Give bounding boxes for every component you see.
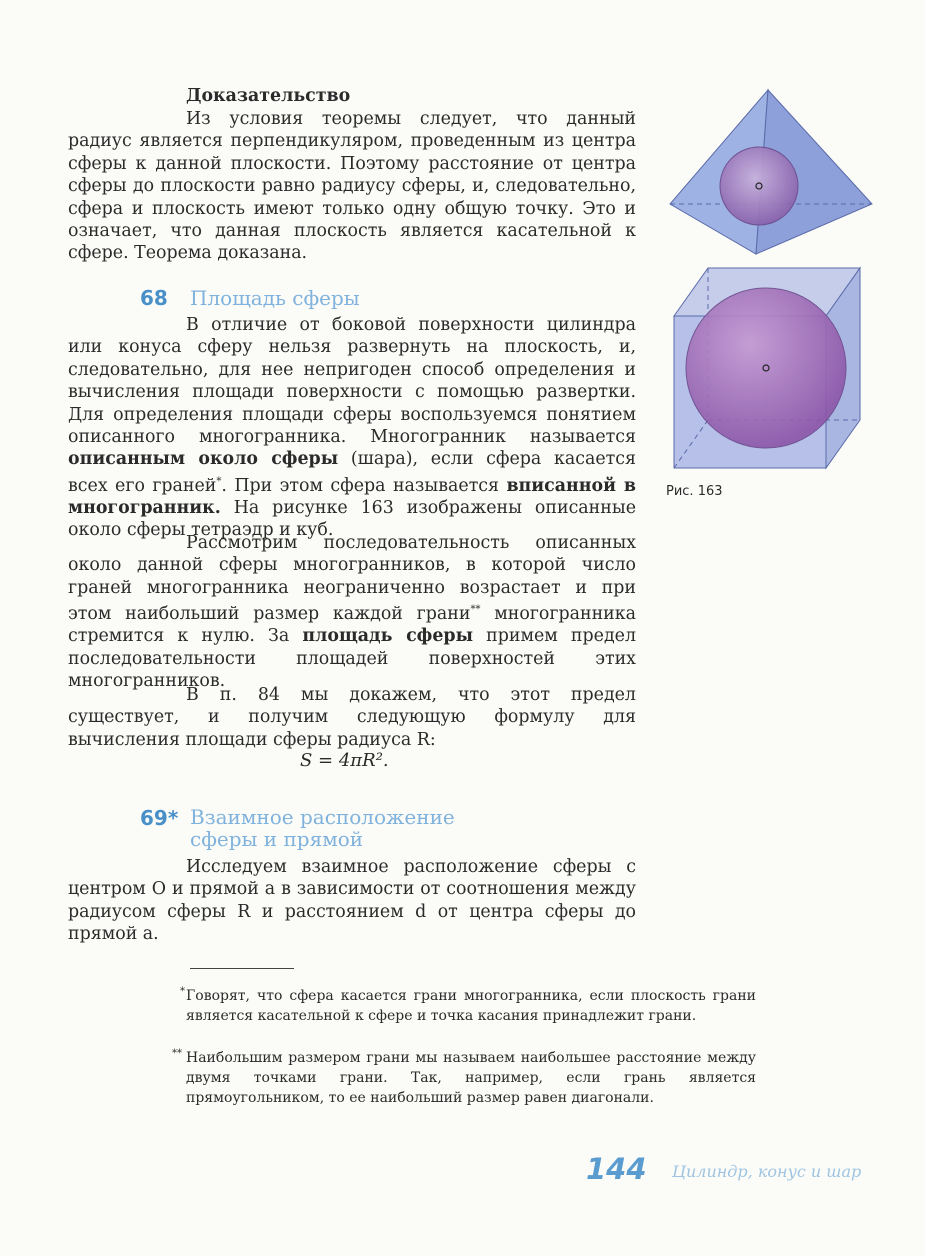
term-sphere-area: площадь сферы [302,626,474,647]
section-68-paragraph-2 [68,532,636,693]
footnote-2 [172,1048,756,1108]
section-69-paragraph-1 [68,856,636,946]
term-inscribed: вписанной в многогранник. [68,475,636,519]
cube-figure [664,262,864,474]
proof-paragraph [68,108,636,265]
section-69-title-line-2: сферы и прямой [190,827,364,851]
text-run: В отличие от боковой поверхности цилиндра или конуса сферу нельзя развернуть на плоскость, и, следовательно, для нее непригоден способ определения и вычисления площади поверхности с помощью развертки. Для определения площади сферы воспользуемся понятием описанного многогранника. Многогранник называется [68,315,636,448]
page-number: 144 [586,1152,647,1186]
footnote-text: Наибольшим размером грани мы называем наибольшее расстояние между двумя точками грани. Так, например, если грань является прямоугольником, то ее наибольший размер равен диагонали. [186,1050,756,1106]
footnote-mark: ** [172,1048,182,1059]
section-68-title: Площадь сферы [190,286,360,310]
running-title: Цилиндр, конус и шар [672,1162,862,1181]
footnote-mark: * [180,986,185,997]
section-69-number: 69* [140,806,179,830]
sphere-area-formula: S = 4πR². [300,750,389,771]
text-run: На рисунке 163 изображены описанные около сферы тетраэдр и куб. [68,498,636,541]
footnote-ref-1: * [216,475,222,487]
text-run: Рассмотрим последовательность описанных около данной сферы многогранников, в которой число граней многогранника неограниченно возрастает и при этом наибольший размер каждой грани [68,533,636,625]
proof-text: Из условия теоремы следует, что данный радиус является перпендикуляром, проведенным из центра сферы к данной плоскости. Поэтому расстояние от центра сферы до плоскости равно радиусу сферы, и, следовательно, сфера и плоскость имеют только одну общую точку. Это и означает, что данная плоскость является касательной к сфере. Теорема доказана. [68,109,636,264]
inscribed-sphere [720,147,798,225]
proof-heading: Доказательство [186,86,351,106]
inscribed-sphere [686,288,846,448]
tetrahedron-figure [664,86,884,256]
footnote-divider [190,968,294,969]
figure-caption: Рис. 163 [666,484,723,499]
text-run: Исследуем взаимное расположение сферы с центром O и прямой a в зависимости от соотношения между радиусом сферы R и расстоянием d от центра сферы до прямой a. [68,857,636,945]
text-run: многогранника стремится к нулю. За [68,604,636,647]
text-run: В п. 84 мы докажем, что этот предел существует, и получим следующую формулу для вычисления площади сферы радиуса R: [68,685,636,750]
text-run: (шара), если сфера касается всех его граней [68,449,636,496]
term-circumscribed: описанным около сферы [68,449,339,470]
footnote-text: Говорят, что сфера касается грани многогранника, если плоскость грани является касательной к сфере и точка касания принадлежит грани. [186,988,756,1024]
section-69-title-line-1: Взаимное расположение [190,805,455,829]
text-run: . При этом сфера называется [221,475,507,496]
section-68-number: 68 [140,286,168,310]
footnote-ref-2: ** [470,604,481,616]
text-run: примем предел последовательности площадей поверхностей этих многогранников. [68,626,636,692]
section-68-paragraph-1 [68,314,636,542]
section-68-paragraph-3 [68,684,636,751]
footnote-1 [180,986,756,1026]
